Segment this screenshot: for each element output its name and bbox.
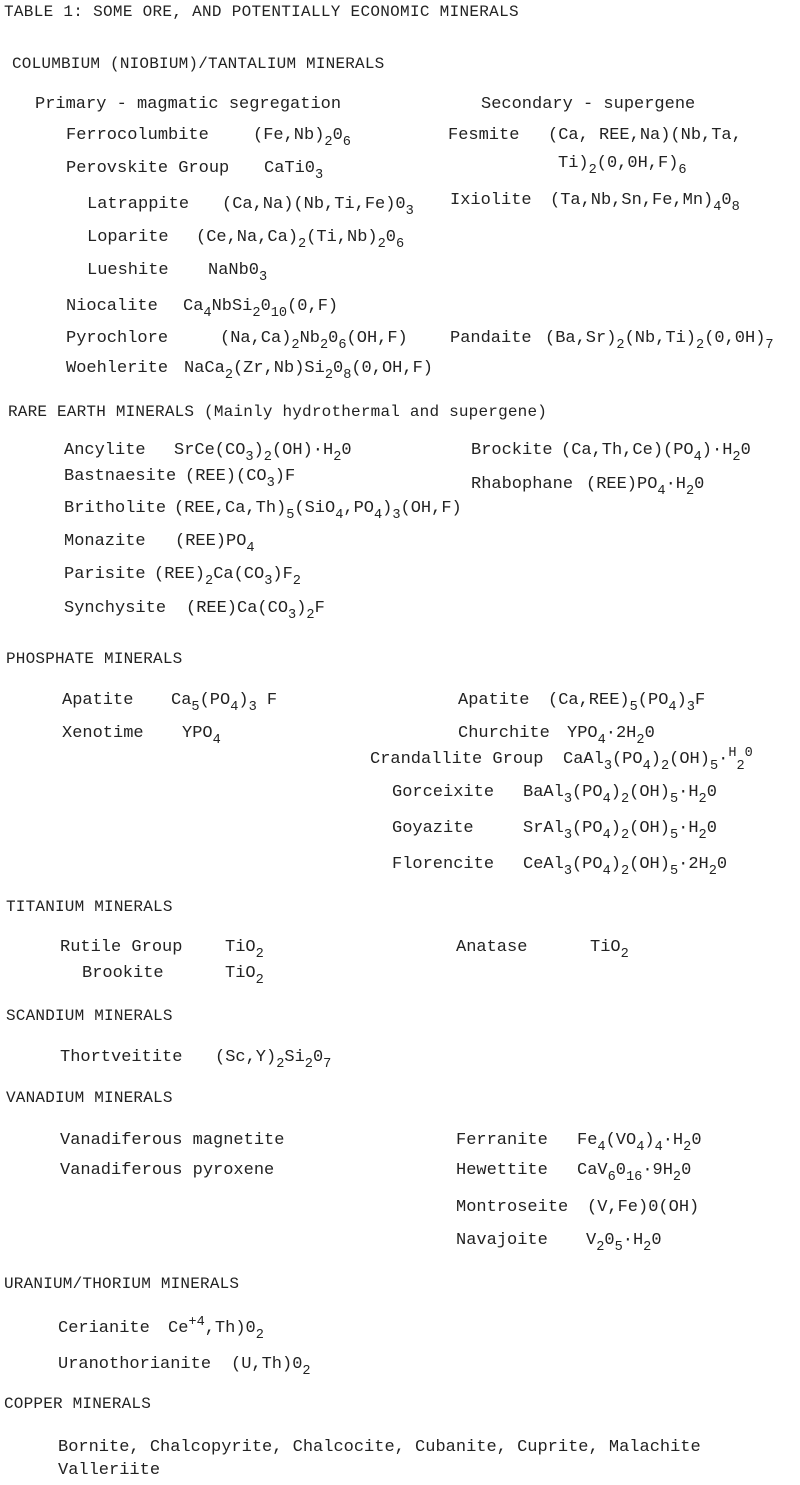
mineral-name: Vanadiferous pyroxene [60,1161,275,1180]
mineral-name: Uranothorianite [58,1355,212,1374]
mineral-name: Loparite [87,228,169,247]
heading-rare-earth: RARE EARTH MINERALS (Mainly hydrothermal and supergene) [8,403,548,421]
mineral-name: Perovskite Group [66,159,230,178]
mineral-name: Gorceixite [392,783,495,802]
mineral-formula: $(Ce,Na,Ca)_2(Ti,Nb)_20_6$ [196,228,405,253]
heading-columbium: COLUMBIUM (NIOBIUM)/TANTALIUM MINERALS [12,55,385,73]
mineral-name: Woehlerite [66,359,169,378]
mineral-name: Cerianite [58,1319,150,1338]
heading-vanadium: VANADIUM MINERALS [6,1089,173,1107]
mineral-name: Ixiolite [450,191,532,210]
table-title: TABLE 1: SOME ORE, AND POTENTIALLY ECONOMIC MINERALS [4,3,519,21]
mineral-name: Brockite [471,441,553,460]
mineral-formula: $Ca_5(PO_4)_3$ F [171,691,278,716]
mineral-name: Lueshite [87,261,169,280]
mineral-name: Churchite [458,724,550,743]
mineral-formula: $(REE,Ca,Th)_5(SiO_4,PO_4)_3(OH,F)$ [174,499,462,524]
mineral-formula: $BaAl_3(PO_4)_2(OH)_5\cdot H_20$ [523,783,717,808]
mineral-formula: $(U,Th)0_2$ [231,1355,311,1380]
mineral-formula: (Ca, REE,Na)(Nb,Ta, [548,126,742,145]
mineral-name: Monazite [64,532,146,551]
mineral-name: Fesmite [448,126,520,145]
mineral-name: Britholite [64,499,167,518]
mineral-name: Goyazite [392,819,474,838]
mineral-name: Xenotime [62,724,144,743]
heading-titanium: TITANIUM MINERALS [6,898,173,916]
mineral-name: Bastnaesite [64,467,177,486]
mineral-name: Niocalite [66,297,158,316]
mineral-name: Pyrochlore [66,329,169,348]
mineral-name: Apatite [458,691,530,710]
mineral-name: Thortveitite [60,1048,183,1067]
mineral-formula: $CaAl_3(PO_4)_2(OH)_5\cdot^H_2^0$ [563,746,753,775]
mineral-formula: TiO$_2$ [590,938,629,963]
mineral-formula: $V_20_5\cdot H_20$ [586,1231,662,1256]
mineral-name: Vanadiferous magnetite [60,1131,285,1150]
mineral-name: Synchysite [64,599,167,618]
mineral-formula: $Ce^{+4},Th)0_2$ [168,1315,264,1344]
heading-phosphate: PHOSPHATE MINERALS [6,650,183,668]
mineral-formula: $(Ca,Th,Ce)(PO_4)\cdot H_20$ [561,441,751,466]
mineral-name: Montroseite [456,1198,569,1217]
heading-scandium: SCANDIUM MINERALS [6,1007,173,1025]
mineral-name: Parisite [64,565,146,584]
mineral-formula: $YPO_4$ [182,724,221,749]
mineral-formula: $(REE)_2Ca(CO_3)F_2$ [154,565,301,590]
primary-label: Primary - magmatic segregation [35,95,342,114]
mineral-formula: $Fe_4(VO_4)_4\cdot H_20$ [577,1131,702,1156]
mineral-name: Apatite [62,691,134,710]
mineral-formula: $CeAl_3(PO_4)_2(OH)_5\cdot 2H_20$ [523,855,728,880]
mineral-formula: $(Fe,Nb)_20_6$ [253,126,351,151]
mineral-name: Ferranite [456,1131,548,1150]
mineral-name: Ancylite [64,441,146,460]
mineral-formula: TiO$_2$ [225,964,264,989]
mineral-formula: $(Ta,Nb,Sn,Fe,Mn)_40_8$ [550,191,740,216]
mineral-name: Ferrocolumbite [66,126,209,145]
mineral-formula: $(REE)(CO_3)F$ [185,467,296,492]
mineral-formula: $SrAl_3(PO_4)_2(OH)_5\cdot H_20$ [523,819,717,844]
mineral-formula: $(REE)PO_4\cdot H_20$ [586,475,705,500]
mineral-formula: $NaCa_2(Zr,Nb)Si_20_8(0,OH,F)$ [184,359,433,384]
mineral-formula: TiO$_2$ [225,938,264,963]
mineral-formula: $(Ca,Na)(Nb,Ti,Fe)0_3$ [222,195,414,220]
mineral-formula: $(REE)PO_4$ [175,532,255,557]
mineral-formula: $(Sc,Y)_2Si_20_7$ [215,1048,332,1073]
secondary-label: Secondary - supergene [481,95,696,114]
mineral-name: Crandallite Group [370,750,544,769]
mineral-name: Navajoite [456,1231,548,1250]
mineral-name: Rhabophane [471,475,574,494]
mineral-formula: $(Ba,Sr)_2(Nb,Ti)_2(0,0H)_7$ [545,329,774,354]
mineral-name: Latrappite [87,195,190,214]
copper-list-line-1: Bornite, Chalcopyrite, Chalcocite, Cubanite, Cuprite, Malachite [58,1438,701,1457]
mineral-formula: $Ti)_2(0,0H,F)_6$ [558,154,687,179]
mineral-name: Pandaite [450,329,532,348]
mineral-formula: $NaNb0_3$ [208,261,268,286]
mineral-formula: $SrCe(CO_3)_2(OH)\cdot H_20$ [174,441,352,466]
mineral-formula: $(Na,Ca)_2Nb_20_6(OH,F)$ [220,329,408,354]
mineral-formula: $(Ca,REE)_5(PO_4)_3F$ [548,691,706,716]
mineral-formula: $CaV_60_{16}\cdot 9H_20$ [577,1161,692,1186]
mineral-name: Anatase [456,938,528,957]
mineral-name: Brookite [82,964,164,983]
heading-copper: COPPER MINERALS [4,1395,152,1413]
mineral-name: Florencite [392,855,495,874]
heading-uranium-thorium: URANIUM/THORIUM MINERALS [4,1275,240,1293]
mineral-formula: (V,Fe)0(OH) [587,1198,700,1217]
mineral-name: Hewettite [456,1161,548,1180]
mineral-formula: $(REE)Ca(CO_3)_2F$ [186,599,325,624]
mineral-name: Rutile Group [60,938,183,957]
mineral-formula: $YPO_4\cdot 2H_20$ [567,724,655,749]
mineral-formula: $CaTi0_3$ [264,159,324,184]
mineral-formula: $Ca_4NbSi_20_{10}(0,F)$ [183,297,339,322]
copper-list-line-2: Valleriite [58,1461,161,1480]
